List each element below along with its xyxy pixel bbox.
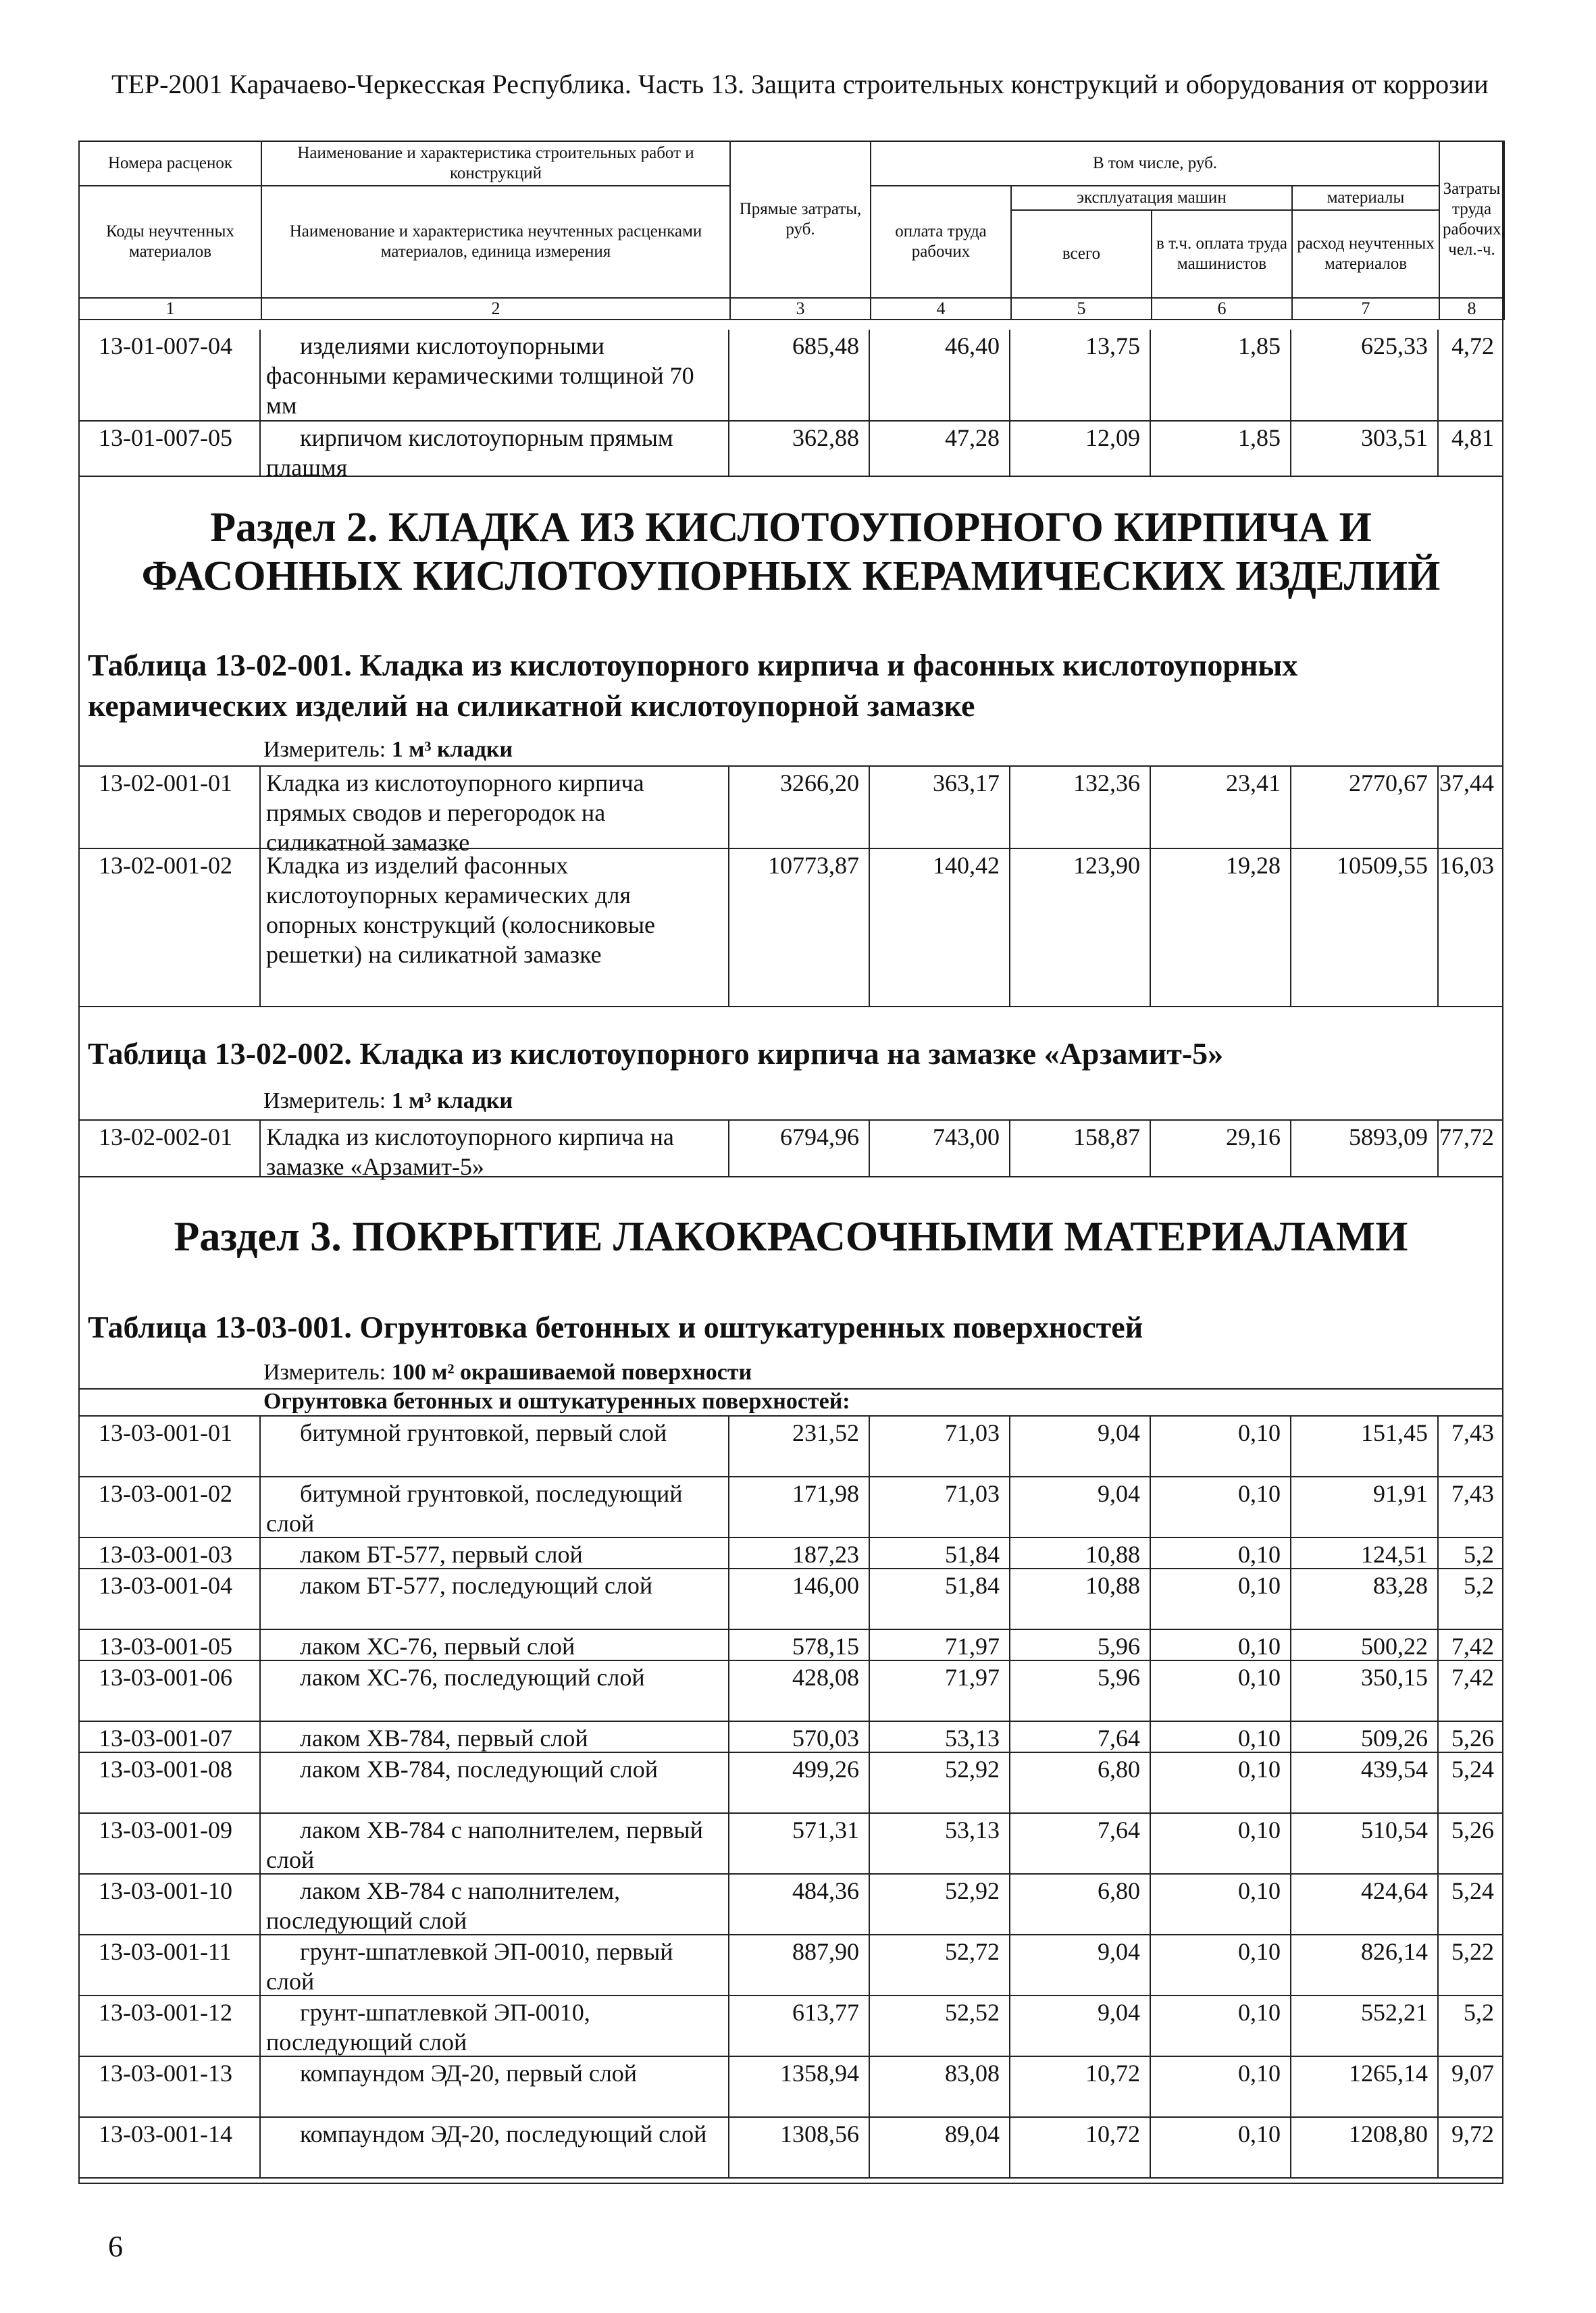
- col-header-8: Затраты труда рабочих, чел.-ч.: [1439, 141, 1504, 298]
- materials: 303,51: [1291, 422, 1439, 476]
- measure-label: Измеритель:: [263, 737, 386, 762]
- row-name: битумной грунтовкой, первый слой: [261, 1417, 729, 1476]
- machinist-pay: 1,85: [1151, 330, 1291, 420]
- table-row: [78, 2118, 1503, 2177]
- row-name: компаундом ЭД-20, последующий слой: [261, 2118, 729, 2177]
- row-code: 13-03-001-03: [78, 1538, 261, 1568]
- machinist-pay: 0,10: [1151, 1814, 1291, 1873]
- row-name: Кладка из кислотоупорного кирпича прямых сводов и перегородок на силикатной замазке: [261, 767, 729, 848]
- materials: 124,51: [1291, 1538, 1439, 1568]
- row-code: 13-03-001-01: [78, 1417, 261, 1476]
- row-code: 13-02-002-01: [78, 1121, 261, 1176]
- row-code: 13-03-001-10: [78, 1875, 261, 1934]
- col-num: 1: [79, 298, 261, 320]
- direct-cost: 231,52: [729, 1417, 870, 1476]
- section-2-title: Раздел 2. КЛАДКА ИЗ КИСЛОТОУПОРНОГО КИРПИЧА И ФАСОННЫХ КИСЛОТОУПОРНЫХ КЕРАМИЧЕСКИХ ИЗДЕЛИЙ: [141, 505, 1441, 599]
- table-row: [78, 849, 1503, 1006]
- machines-total: 13,75: [1010, 330, 1151, 420]
- materials: 5893,09: [1291, 1121, 1439, 1176]
- row-code: 13-03-001-11: [78, 1935, 261, 1995]
- table-row: [78, 1569, 1503, 1629]
- direct-cost: 3266,20: [729, 767, 870, 848]
- materials: 552,21: [1291, 1996, 1439, 2056]
- machines-total: 9,04: [1010, 1417, 1151, 1476]
- direct-cost: 428,08: [729, 1661, 870, 1721]
- labor-hours: 5,2: [1464, 1572, 1494, 1599]
- machinist-pay: 0,10: [1151, 2057, 1291, 2116]
- labor-hours: 9,72: [1451, 2120, 1494, 2147]
- table-row: [78, 767, 1503, 856]
- row-code: 13-03-001-08: [78, 1753, 261, 1812]
- labor-hours: 5,2: [1464, 1541, 1494, 1568]
- row-code: 13-03-001-05: [78, 1630, 261, 1660]
- materials: 151,45: [1291, 1417, 1439, 1476]
- row-divider: [78, 1176, 1503, 1177]
- table-13-03-001-measure: [263, 1359, 752, 1386]
- row-code: 13-03-001-13: [78, 2057, 261, 2116]
- col-header-4: оплата труда рабочих: [871, 186, 1011, 298]
- direct-cost: 484,36: [729, 1875, 870, 1934]
- table-row: [78, 1722, 1503, 1752]
- table-13-02-001-measure: [263, 736, 513, 763]
- materials: 509,26: [1291, 1722, 1439, 1752]
- direct-cost: 1308,56: [729, 2118, 870, 2177]
- row-code: 13-01-007-04: [78, 330, 261, 420]
- materials: 10509,55: [1291, 849, 1439, 1006]
- row-divider: [78, 2177, 1503, 2179]
- direct-cost: 146,00: [729, 1569, 870, 1629]
- row-code: 13-03-001-14: [78, 2118, 261, 2177]
- col-header-2-top: Наименование и характеристика строительных работ и конструкций: [261, 141, 730, 186]
- labor-pay: 140,42: [870, 849, 1010, 1006]
- direct-cost: 187,23: [729, 1538, 870, 1568]
- machinist-pay: 0,10: [1151, 1630, 1291, 1660]
- row-code: 13-03-001-12: [78, 1996, 261, 2056]
- row-name: лаком ХС-76, последующий слой: [261, 1661, 729, 1721]
- labor-pay: 71,03: [870, 1417, 1010, 1476]
- labor-hours: 7,42: [1451, 1633, 1494, 1660]
- materials: 2770,67: [1291, 767, 1439, 848]
- measure-label: Измеритель:: [263, 1088, 386, 1113]
- labor-hours: 5,24: [1451, 1756, 1494, 1783]
- machines-total: 12,09: [1010, 422, 1151, 476]
- machinist-pay: 0,10: [1151, 1996, 1291, 2056]
- labor-hours: 4,81: [1451, 424, 1494, 451]
- materials: 1265,14: [1291, 2057, 1439, 2116]
- labor-pay: 46,40: [870, 330, 1010, 420]
- direct-cost: 613,77: [729, 1996, 870, 2056]
- row-name: лаком БТ-577, первый слой: [261, 1538, 729, 1568]
- col-header-3: Прямые затраты, руб.: [730, 141, 871, 298]
- materials: 424,64: [1291, 1875, 1439, 1934]
- row-name: лаком БТ-577, последующий слой: [261, 1569, 729, 1629]
- direct-cost: 887,90: [729, 1935, 870, 1995]
- labor-hours: 7,43: [1451, 1480, 1494, 1507]
- row-name: грунт-шпатлевкой ЭП-0010, последующий слой: [261, 1996, 729, 2056]
- direct-cost: 6794,96: [729, 1121, 870, 1176]
- labor-pay: 83,08: [870, 2057, 1010, 2116]
- row-name: Кладка из кислотоупорного кирпича на замазке «Арзамит-5»: [261, 1121, 729, 1176]
- table-row: [78, 1538, 1503, 1568]
- row-name: лаком ХВ-784, первый слой: [261, 1722, 729, 1752]
- row-name: лаком ХС-76, первый слой: [261, 1630, 729, 1660]
- labor-pay: 52,92: [870, 1753, 1010, 1812]
- machines-total: 123,90: [1010, 849, 1151, 1006]
- row-name: лаком ХВ-784 с наполнителем, последующий слой: [261, 1875, 729, 1934]
- machines-total: 158,87: [1010, 1121, 1151, 1176]
- row-code: 13-03-001-09: [78, 1814, 261, 1873]
- labor-hours: 37,44: [1439, 769, 1494, 796]
- col-header-1-bottom: Коды неучтенных материалов: [79, 186, 261, 298]
- col-header-machines: эксплуатация машин: [1011, 186, 1292, 210]
- direct-cost: 570,03: [729, 1722, 870, 1752]
- table-13-02-001-title: Таблица 13-02-001. Кладка из кислотоупорного кирпича и фасонных кислотоупорных керамических изделий на силикатной кислотоупорной замазке: [88, 648, 1298, 723]
- measure-value: 1 м³ кладки: [391, 737, 513, 762]
- column-header-table: [78, 141, 1505, 320]
- materials: 350,15: [1291, 1661, 1439, 1721]
- machinist-pay: 1,85: [1151, 422, 1291, 476]
- table-row: [78, 1630, 1503, 1660]
- labor-hours: 7,43: [1451, 1419, 1494, 1446]
- col-num: 6: [1152, 298, 1292, 320]
- labor-pay: 52,72: [870, 1935, 1010, 1995]
- measure-value: 100 м² окрашиваемой поверхности: [391, 1360, 752, 1385]
- labor-pay: 51,84: [870, 1538, 1010, 1568]
- col-num: 8: [1439, 298, 1504, 320]
- col-header-6: в т.ч. оплата труда машинистов: [1152, 210, 1292, 298]
- direct-cost: 571,31: [729, 1814, 870, 1873]
- row-code: 13-02-001-01: [78, 767, 261, 848]
- materials: 826,14: [1291, 1935, 1439, 1995]
- table-row: [78, 1875, 1503, 1934]
- labor-hours: 16,03: [1439, 852, 1494, 879]
- col-header-2-bottom: Наименование и характеристика неучтенных расценками материалов, единица измерения: [261, 186, 730, 298]
- machinist-pay: 0,10: [1151, 1477, 1291, 1537]
- col-header-7: расход неучтенных материалов: [1292, 210, 1439, 298]
- labor-hours: 9,07: [1451, 2060, 1494, 2087]
- labor-pay: 52,92: [870, 1875, 1010, 1934]
- machinist-pay: 0,10: [1151, 2118, 1291, 2177]
- machinist-pay: 0,10: [1151, 1569, 1291, 1629]
- materials: 500,22: [1291, 1630, 1439, 1660]
- direct-cost: 1358,94: [729, 2057, 870, 2116]
- direct-cost: 685,48: [729, 330, 870, 420]
- machinist-pay: 0,10: [1151, 1417, 1291, 1476]
- labor-pay: 71,97: [870, 1630, 1010, 1660]
- row-code: 13-03-001-06: [78, 1661, 261, 1721]
- labor-pay: 71,97: [870, 1661, 1010, 1721]
- machines-total: 9,04: [1010, 1935, 1151, 1995]
- machines-total: 7,64: [1010, 1722, 1151, 1752]
- machines-total: 10,72: [1010, 2118, 1151, 2177]
- row-name: битумной грунтовкой, последующий слой: [261, 1477, 729, 1537]
- materials: 91,91: [1291, 1477, 1439, 1537]
- labor-hours: 5,2: [1464, 1999, 1494, 2026]
- materials: 625,33: [1291, 330, 1439, 420]
- labor-hours: 77,72: [1439, 1123, 1494, 1150]
- col-num: 7: [1292, 298, 1439, 320]
- machinist-pay: 19,28: [1151, 849, 1291, 1006]
- labor-pay: 363,17: [870, 767, 1010, 848]
- table-row: [78, 330, 1503, 420]
- col-header-incl: В том числе, руб.: [871, 141, 1439, 186]
- labor-pay: 743,00: [870, 1121, 1010, 1176]
- machinist-pay: 0,10: [1151, 1538, 1291, 1568]
- labor-pay: 71,03: [870, 1477, 1010, 1537]
- table-row: [78, 1477, 1503, 1537]
- direct-cost: 10773,87: [729, 849, 870, 1006]
- labor-pay: 51,84: [870, 1569, 1010, 1629]
- labor-hours: 5,26: [1451, 1816, 1494, 1844]
- labor-hours: 4,72: [1451, 332, 1494, 359]
- table-13-02-002-title: Таблица 13-02-002. Кладка из кислотоупорного кирпича на замазке «Арзамит-5»: [88, 1036, 1224, 1071]
- materials: 439,54: [1291, 1753, 1439, 1812]
- col-header-1-top: Номера расценок: [79, 141, 261, 186]
- row-name: компаундом ЭД-20, первый слой: [261, 2057, 729, 2116]
- materials: 510,54: [1291, 1814, 1439, 1873]
- table-row: [78, 2057, 1503, 2116]
- row-code: 13-02-001-02: [78, 849, 261, 1006]
- table-subheader: Огрунтовка бетонных и оштукатуренных поверхностей:: [263, 1389, 850, 1414]
- machines-total: 9,04: [1010, 1996, 1151, 2056]
- machines-total: 5,96: [1010, 1661, 1151, 1721]
- machinist-pay: 29,16: [1151, 1121, 1291, 1176]
- page-number: 6: [108, 2230, 123, 2263]
- labor-hours: 5,22: [1451, 1938, 1494, 1965]
- labor-pay: 53,13: [870, 1722, 1010, 1752]
- row-name: изделиями кислотоупорными фасонными керамическими толщиной 70 мм: [261, 330, 729, 420]
- table-13-02-002-measure: [263, 1088, 513, 1115]
- row-name: лаком ХВ-784, последующий слой: [261, 1753, 729, 1812]
- row-code: 13-03-001-04: [78, 1569, 261, 1629]
- table-row: [78, 1753, 1503, 1812]
- machinist-pay: 0,10: [1151, 1875, 1291, 1934]
- labor-hours: 5,26: [1451, 1725, 1494, 1752]
- materials: 83,28: [1291, 1569, 1439, 1629]
- table-row: [78, 1121, 1503, 1180]
- labor-pay: 52,52: [870, 1996, 1010, 2056]
- row-name: кирпичом кислотоупорным прямым плашмя: [261, 422, 729, 476]
- table-row: [78, 1661, 1503, 1721]
- direct-cost: 171,98: [729, 1477, 870, 1537]
- table-row: [78, 1996, 1503, 2056]
- labor-pay: 89,04: [870, 2118, 1010, 2177]
- row-name: лаком ХВ-784 с наполнителем, первый слой: [261, 1814, 729, 1873]
- col-header-materials: материалы: [1292, 186, 1439, 210]
- machinist-pay: 0,10: [1151, 1753, 1291, 1812]
- direct-cost: 578,15: [729, 1630, 870, 1660]
- page-title: ТЕР-2001 Карачаево-Черкесская Республика. Часть 13. Защита строительных конструкций и оборудования от коррозии: [111, 69, 1489, 99]
- col-header-5: всего: [1011, 210, 1152, 298]
- table-13-03-001-title: Таблица 13-03-001. Огрунтовка бетонных и оштукатуренных поверхностей: [88, 1310, 1143, 1344]
- row-name: грунт-шпатлевкой ЭП-0010, первый слой: [261, 1935, 729, 1995]
- table-row: [78, 422, 1503, 481]
- machinist-pay: 0,10: [1151, 1935, 1291, 1995]
- machines-total: 9,04: [1010, 1477, 1151, 1537]
- machines-total: 10,72: [1010, 2057, 1151, 2116]
- machines-total: 6,80: [1010, 1875, 1151, 1934]
- labor-hours: 5,24: [1451, 1877, 1494, 1904]
- row-divider: [78, 476, 1503, 477]
- table-row: [78, 1417, 1503, 1476]
- materials: 1208,80: [1291, 2118, 1439, 2177]
- machines-total: 5,96: [1010, 1630, 1151, 1660]
- row-name: Кладка из изделий фасонных кислотоупорных керамических для опорных конструкций (колосниковые решетки) на силикатной замазке: [261, 849, 729, 1006]
- measure-value: 1 м³ кладки: [391, 1088, 513, 1113]
- col-num: 3: [730, 298, 871, 320]
- table-row: [78, 1935, 1503, 1995]
- measure-label: Измеритель:: [263, 1360, 386, 1385]
- col-num: 5: [1011, 298, 1152, 320]
- labor-hours: 7,42: [1451, 1664, 1494, 1691]
- direct-cost: 362,88: [729, 422, 870, 476]
- machines-total: 6,80: [1010, 1753, 1151, 1812]
- machinist-pay: 0,10: [1151, 1661, 1291, 1721]
- machines-total: 10,88: [1010, 1538, 1151, 1568]
- labor-pay: 47,28: [870, 422, 1010, 476]
- machinist-pay: 0,10: [1151, 1722, 1291, 1752]
- labor-pay: 53,13: [870, 1814, 1010, 1873]
- machines-total: 132,36: [1010, 767, 1151, 848]
- col-num: 2: [261, 298, 730, 320]
- table-row: [78, 1814, 1503, 1873]
- row-divider: [78, 1006, 1503, 1007]
- machinist-pay: 23,41: [1151, 767, 1291, 848]
- machines-total: 10,88: [1010, 1569, 1151, 1629]
- row-code: 13-01-007-05: [78, 422, 261, 476]
- col-num: 4: [871, 298, 1011, 320]
- row-code: 13-03-001-07: [78, 1722, 261, 1752]
- direct-cost: 499,26: [729, 1753, 870, 1812]
- row-code: 13-03-001-02: [78, 1477, 261, 1537]
- section-3-title: Раздел 3. ПОКРЫТИЕ ЛАКОКРАСОЧНЫМИ МАТЕРИАЛАМИ: [174, 1214, 1408, 1260]
- machines-total: 7,64: [1010, 1814, 1151, 1873]
